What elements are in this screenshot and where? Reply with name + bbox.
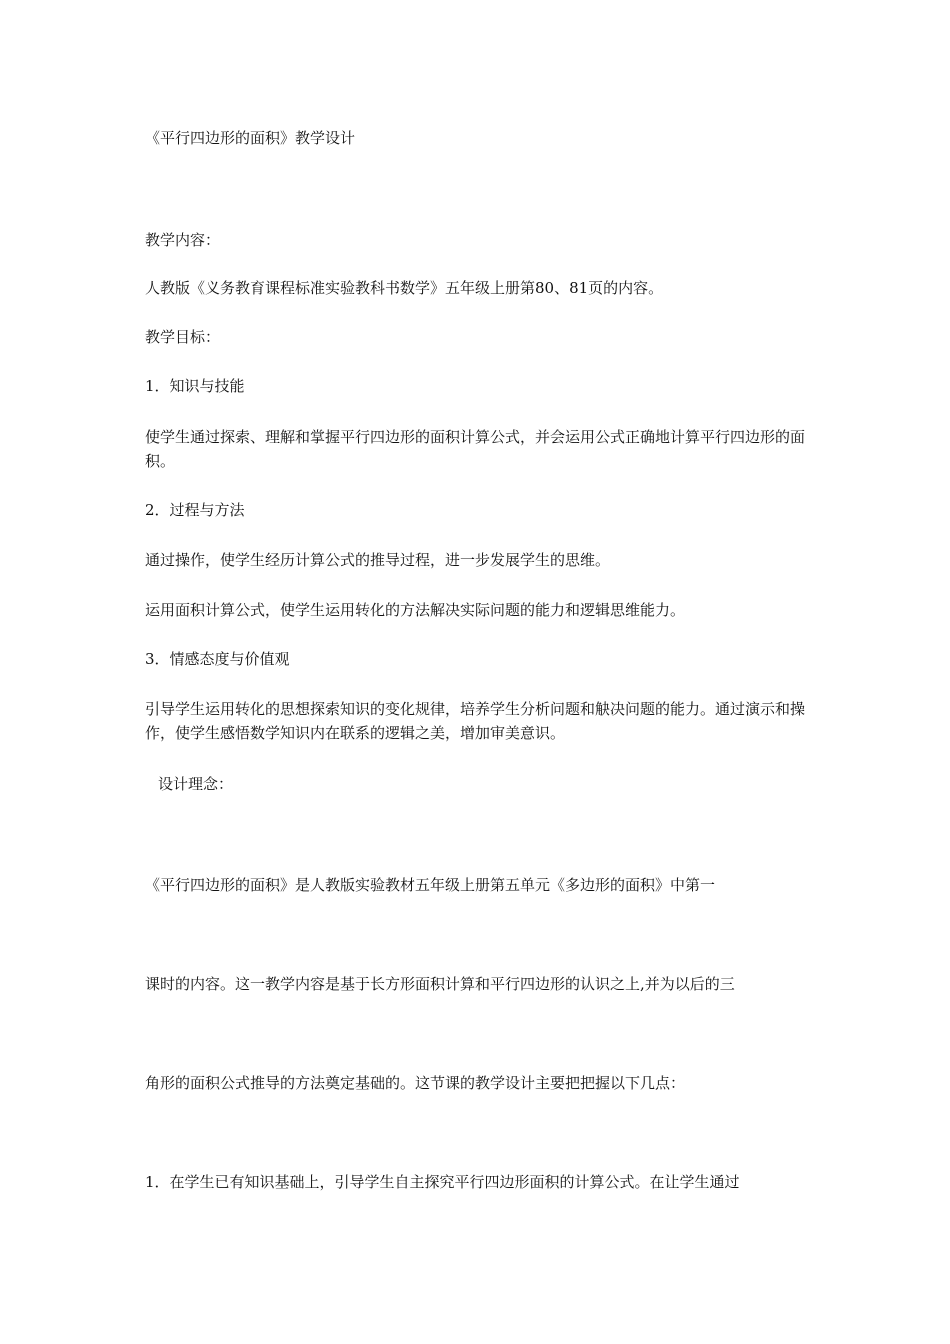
design-heading: 设计理念：: [158, 775, 234, 793]
goal3-text: 引导学生运用转化的思想探索知识的变化规律，培养学生分析问题和觖决问题的能力。通过演示和操作，使学生感悟数学知识内在联系的逻辑之美，增加审美意识。: [145, 700, 806, 742]
design-line-2: 课时的内容。这一教学内容是基于长方形面积计算和平行四边形的认识之上,并为以后的三: [145, 975, 735, 993]
goal2-text1: 通过操作，使学生经历计算公式的推导过程，进一步发展学生的思维。: [145, 551, 611, 569]
content-text: 人教版《义务教育课程标准实验教科书数学》五年级上册第80、81页的内容。: [145, 279, 664, 297]
goals-heading: 教学目标：: [145, 328, 221, 346]
goal2-heading: 2．过程与方法: [145, 501, 245, 519]
goal1-text: 使学生通过探索、理解和掌握平行四边形的面积计算公式，并会运用公式正确地计算平行四边形的面积。: [145, 428, 806, 470]
design-line-3: 角形的面积公式推导的方法奠定基础的。这节课的教学设计主要把把握以下几点：: [145, 1074, 686, 1092]
design-line-1: 《平行四边形的面积》是人教版实验教材五年级上册第五单元《多边形的面积》中第一: [145, 876, 716, 894]
goal2-text2: 运用面积计算公式，使学生运用转化的方法解决实际问题的能力和逻辑思维能力。: [145, 601, 686, 619]
document-title: 《平行四边形的面积》教学设计: [145, 129, 356, 147]
point1-line-1: 1．在学生已有知识基础上，引导学生自主探究平行四边形面积的计算公式。在让学生通过: [145, 1173, 740, 1191]
goal3-heading: 3．情感态度与价值观: [145, 650, 290, 668]
content-heading: 教学内容：: [145, 231, 221, 249]
goal1-heading: 1．知识与技能: [145, 377, 245, 395]
